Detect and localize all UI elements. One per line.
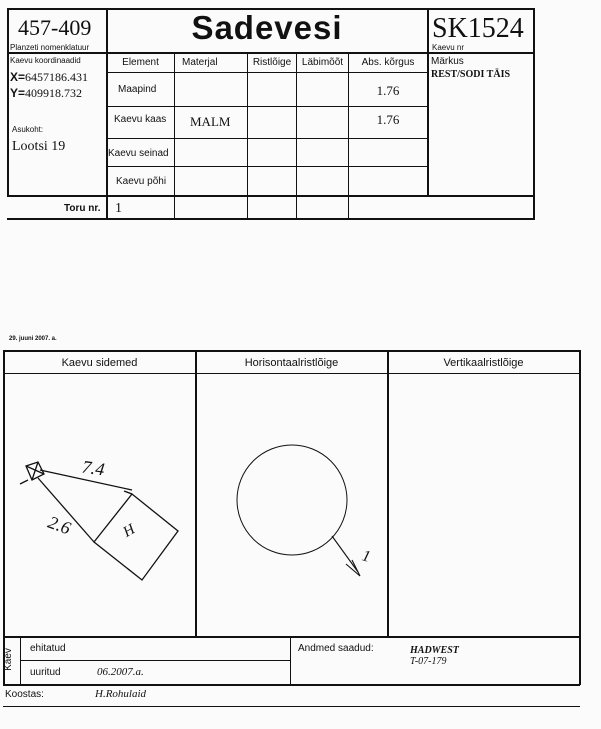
dimension-top: 7.4 <box>80 456 106 480</box>
compiler-label: Koostas: <box>5 689 44 700</box>
table-row-element: Kaevu seinad <box>108 148 169 159</box>
page-title: Sadevesi <box>191 9 343 46</box>
built-label: ehitatud <box>30 643 66 654</box>
coordinate-x-value: 6457186.431 <box>25 70 89 84</box>
table-row-abs-height: 1.76 <box>376 83 400 98</box>
surveyed-value: 06.2007.a. <box>97 666 144 678</box>
horizontal-section-sketch <box>196 374 387 636</box>
coordinate-y-value: 409918.732 <box>25 86 83 100</box>
outlet-pipe-label: 1 <box>360 547 373 566</box>
remarks-value: REST/SODI TÄIS <box>431 69 511 80</box>
table-row-abs-height: 1.76 <box>376 112 400 127</box>
table-row-element: Kaevu põhi <box>116 176 167 187</box>
compiler-value: H.Rohulaid <box>95 688 147 700</box>
coordinate-x <box>10 70 88 85</box>
coordinate-x-label: X= <box>10 70 26 84</box>
table-row-element: Kaevu kaas <box>114 114 167 125</box>
panel-title-connections: Kaevu sidemed <box>61 357 138 369</box>
coordinates-label: Kaevu koordinaadid <box>10 56 81 65</box>
panel-title-horizontal: Horisontaalristlõige <box>244 357 339 369</box>
location-label: Asukoht: <box>12 125 44 134</box>
well-number-value: SK1524 <box>432 13 524 44</box>
location-value: Lootsi 19 <box>12 139 66 154</box>
remarks-label: Märkus <box>431 56 464 67</box>
data-source-value-2: T-07-179 <box>410 656 447 667</box>
table-row-element: Maapind <box>118 84 157 95</box>
outlet-pipe <box>332 536 358 572</box>
table-header-element: Element <box>122 57 159 68</box>
dimension-left: 2.6 <box>45 511 74 539</box>
panel-title-vertical: Vertikaalristlõige <box>443 357 524 369</box>
table-header-cross-section: Ristlõige <box>252 57 292 68</box>
table-header-material: Materjal <box>182 57 218 68</box>
table-header-diameter: Läbimõõt <box>301 57 344 68</box>
building-label: H <box>120 521 138 541</box>
table-header-abs-height: Abs. kõrgus <box>361 57 415 68</box>
pipe-number-value: 1 <box>115 201 122 216</box>
connections-sketch <box>4 374 195 636</box>
coordinate-y-label: Y= <box>10 86 26 100</box>
well-number-label: Kaevu nr <box>432 43 465 52</box>
nomenclature-label: Planzeti nomenklatuur <box>10 43 90 52</box>
table-row-material: MALM <box>190 114 231 129</box>
nomenclature-value: 457-409 <box>18 15 92 40</box>
surveyed-label: uuritud <box>30 667 61 678</box>
coordinate-y <box>10 86 82 101</box>
well-circle <box>237 445 347 555</box>
survey-date: 29. juuni 2007. a. <box>9 336 57 342</box>
well-side-label: Kaev <box>2 648 14 671</box>
pipe-number-label: Toru nr. <box>64 203 101 214</box>
data-source-value-1: HADWEST <box>410 645 459 656</box>
data-source-label: Andmed saadud: <box>298 643 374 654</box>
